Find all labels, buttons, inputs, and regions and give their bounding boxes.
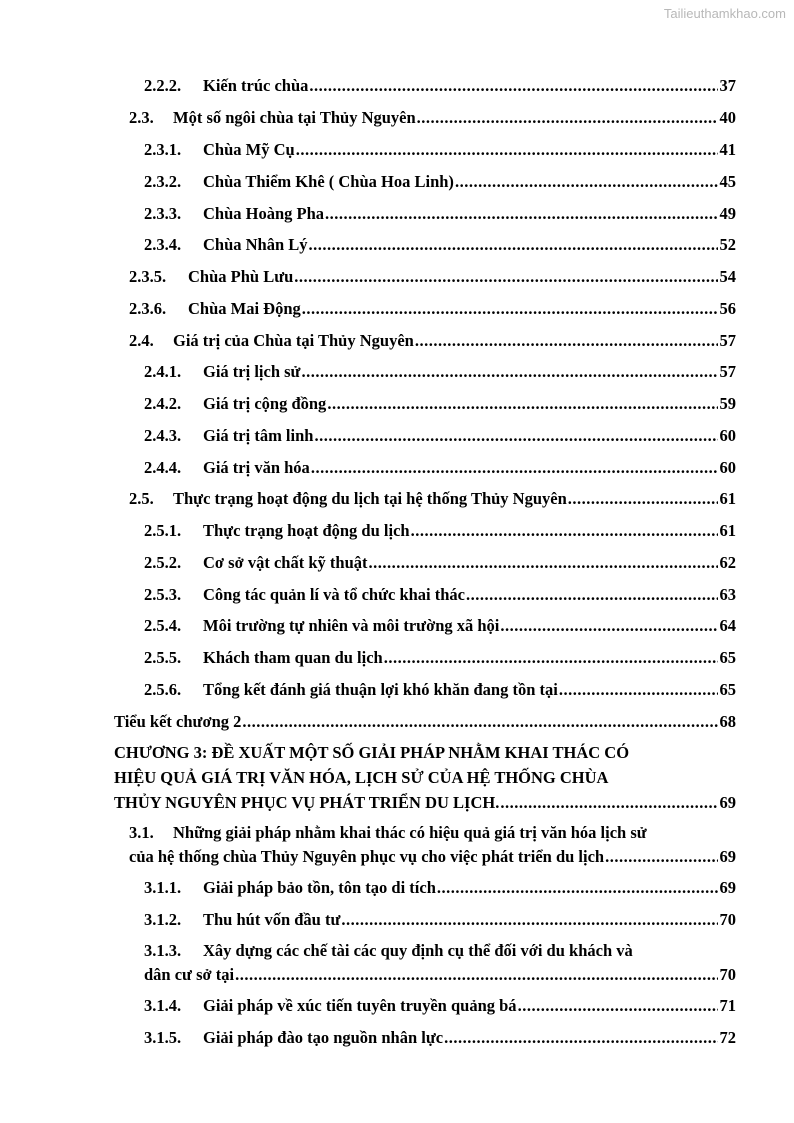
toc-number: 2.4.1. [144,362,182,381]
toc-title: Giải pháp bảo tồn, tôn tạo di tích [203,878,436,897]
toc-number: 2.4.3. [144,426,182,445]
toc-number: 2.3.3. [144,204,182,223]
toc-page: 65 [719,680,736,699]
dot-leader [302,296,718,321]
toc-title: Thu hút vốn đầu tư [203,910,341,929]
toc-page: 49 [719,204,736,223]
toc-number: 2.3.6. [129,299,167,318]
toc-entry[interactable] [129,328,736,353]
toc-entry[interactable] [144,73,736,98]
toc-page: 69 [719,878,736,897]
toc-title: Thực trạng hoạt động du lịch [203,521,410,540]
toc-page: 56 [719,299,736,318]
dot-leader [311,455,718,480]
toc-page: 62 [719,553,736,572]
toc-number: 3.1.3. [144,941,182,960]
toc-number: 3.1.2. [144,910,182,929]
toc-entry[interactable] [144,423,736,448]
toc-entry[interactable] [144,875,736,900]
toc-entry[interactable] [144,645,736,670]
dot-leader [235,962,717,987]
toc-title: Tiểu kết chương 2 [114,712,242,731]
toc-number: 2.3.5. [129,267,167,286]
toc-page: 71 [719,996,736,1015]
toc-entry[interactable] [144,232,736,257]
toc-title: Giá trị lịch sử [203,362,301,381]
toc-title: Thực trạng hoạt động du lịch tại hệ thống Thủy Nguyên [173,489,567,508]
toc-page: 61 [719,521,736,540]
dot-leader [341,907,717,932]
toc-page: 60 [719,426,736,445]
toc-title: Xây dựng các chế tài các quy định cụ thể đối với du khách và [203,941,633,960]
dot-leader [301,359,717,384]
dot-leader [559,677,718,702]
toc-number: 2.4. [129,331,154,350]
toc-title: dân cư sở tại [144,965,235,984]
dot-leader [314,423,717,448]
toc-number: 2.4.2. [144,394,182,413]
toc-page: 61 [719,489,736,508]
toc-title: Kiến trúc chùa [203,76,309,95]
dot-leader [500,790,717,815]
toc-entry-continuation[interactable] [144,962,736,987]
toc-title: Tổng kết đánh giá thuận lợi khó khăn đang tồn tại [203,680,558,699]
toc-chapter-entry[interactable] [114,740,736,815]
toc-number: 2.5.6. [144,680,182,699]
toc-chapter-line: HIỆU QUẢ GIÁ TRỊ VĂN HÓA, LỊCH SỬ CỦA HỆ THỐNG CHÙA [114,768,609,787]
toc-number: 2.3.4. [144,235,182,254]
dot-leader [309,232,718,257]
toc-entry[interactable] [144,938,736,963]
toc-entry[interactable] [129,820,736,845]
toc-title: Chùa Nhân Lý [203,235,308,254]
toc-entry[interactable] [144,201,736,226]
toc-number: 2.5. [129,489,154,508]
toc-title: Khách tham quan du lịch [203,648,383,667]
toc-title: Môi trường tự nhiên và môi trường xã hội [203,616,500,635]
toc-page: 69 [719,793,736,812]
toc-chapter-line: CHƯƠNG 3: ĐỀ XUẤT MỘT SỐ GIẢI PHÁP NHẰM KHAI THÁC CÓ [114,743,630,762]
toc-chapter-line: THỦY NGUYÊN PHỤC VỤ PHÁT TRIỂN DU LỊCH. [114,793,500,812]
toc-entry[interactable] [144,550,736,575]
dot-leader [384,645,718,670]
toc-title: Giải pháp về xúc tiến tuyên truyền quảng bá [203,996,517,1015]
toc-entry[interactable] [144,907,736,932]
toc-entry-continuation[interactable] [129,844,736,869]
toc-entry[interactable] [144,1025,736,1050]
toc-entry[interactable] [129,105,736,130]
toc-page: 70 [719,965,736,984]
toc-title: Chùa Mai Động [188,299,301,318]
toc-page: 60 [719,458,736,477]
toc-page: 69 [719,847,736,866]
toc-number: 2.5.2. [144,553,182,572]
toc-title: Chùa Hoàng Pha [203,204,325,223]
toc-page: 40 [719,108,736,127]
toc-title: Giá trị cộng đồng [203,394,327,413]
toc-page: 37 [719,76,736,95]
toc-number: 2.5.1. [144,521,182,540]
dot-leader [415,328,718,353]
toc-entry[interactable] [114,709,736,734]
dot-leader [500,613,717,638]
toc-title: Chùa Phù Lưu [188,267,294,286]
toc-number: 2.5.4. [144,616,182,635]
dot-leader [411,518,718,543]
toc-page: 41 [719,140,736,159]
dot-leader [369,550,718,575]
dot-leader [568,486,718,511]
toc-title: Chùa Mỹ Cụ [203,140,295,159]
toc-page: 57 [719,331,736,350]
toc-entry[interactable] [129,486,736,511]
toc-title: Giá trị văn hóa [203,458,310,477]
toc-page: 57 [719,362,736,381]
toc-title: của hệ thống chùa Thủy Nguyên phục vụ cho việc phát triển du lịch [129,847,605,866]
toc-number: 2.4.4. [144,458,182,477]
toc-number: 2.5.5. [144,648,182,667]
toc-entry[interactable] [144,455,736,480]
toc-number: 2.2.2. [144,76,182,95]
toc-entry[interactable] [144,137,736,162]
toc-entry[interactable] [144,169,736,194]
toc-page: 52 [719,235,736,254]
toc-number: 3.1.4. [144,996,182,1015]
toc-entry[interactable] [129,264,736,289]
toc-number: 2.3. [129,108,154,127]
dot-leader [294,264,717,289]
toc-entry[interactable] [144,677,736,702]
toc-title: Công tác quản lí và tổ chức khai thác [203,585,466,604]
dot-leader [325,201,717,226]
dot-leader [466,582,717,607]
toc-page: 68 [719,712,736,731]
toc-title: Cơ sở vật chất kỹ thuật [203,553,368,572]
dot-leader [455,169,718,194]
toc-title: Chùa Thiểm Khê ( Chùa Hoa Linh) [203,172,454,191]
dot-leader [437,875,718,900]
toc-page: 59 [719,394,736,413]
toc-number: 2.3.2. [144,172,182,191]
toc-title: Một số ngôi chùa tại Thủy Nguyên [173,108,416,127]
toc-entry[interactable] [144,582,736,607]
toc-number: 3.1.1. [144,878,182,897]
dot-leader [444,1025,717,1050]
dot-leader [242,709,717,734]
toc-entry[interactable] [144,613,736,638]
toc-page: 64 [719,616,736,635]
toc-entry[interactable] [144,359,736,384]
toc-number: 2.5.3. [144,585,182,604]
toc-page: 54 [719,267,736,286]
watermark: Tailieuthamkhao.com [663,6,786,21]
toc-title: Giá trị tâm linh [203,426,314,445]
dot-leader [605,844,717,869]
toc-number: 3.1.5. [144,1028,182,1047]
toc-title: Những giải pháp nhằm khai thác có hiệu quả giá trị văn hóa lịch sử [173,823,647,842]
dot-leader [417,105,718,130]
toc-title: Giải pháp đào tạo nguồn nhân lực [203,1028,444,1047]
toc-page: 70 [719,910,736,929]
toc-page: 72 [719,1028,736,1047]
toc-title: Giá trị của Chùa tại Thủy Nguyên [173,331,414,350]
toc-page: 63 [719,585,736,604]
toc-entry[interactable] [144,518,736,543]
dot-leader [518,993,718,1018]
dot-leader [327,391,717,416]
dot-leader [309,73,717,98]
toc-number: 2.3.1. [144,140,182,159]
toc-entry[interactable] [144,391,736,416]
toc-number: 3.1. [129,823,154,842]
toc-page: 65 [719,648,736,667]
toc-entry[interactable] [129,296,736,321]
toc-page: 45 [719,172,736,191]
toc-entry[interactable] [144,993,736,1018]
dot-leader [296,137,718,162]
